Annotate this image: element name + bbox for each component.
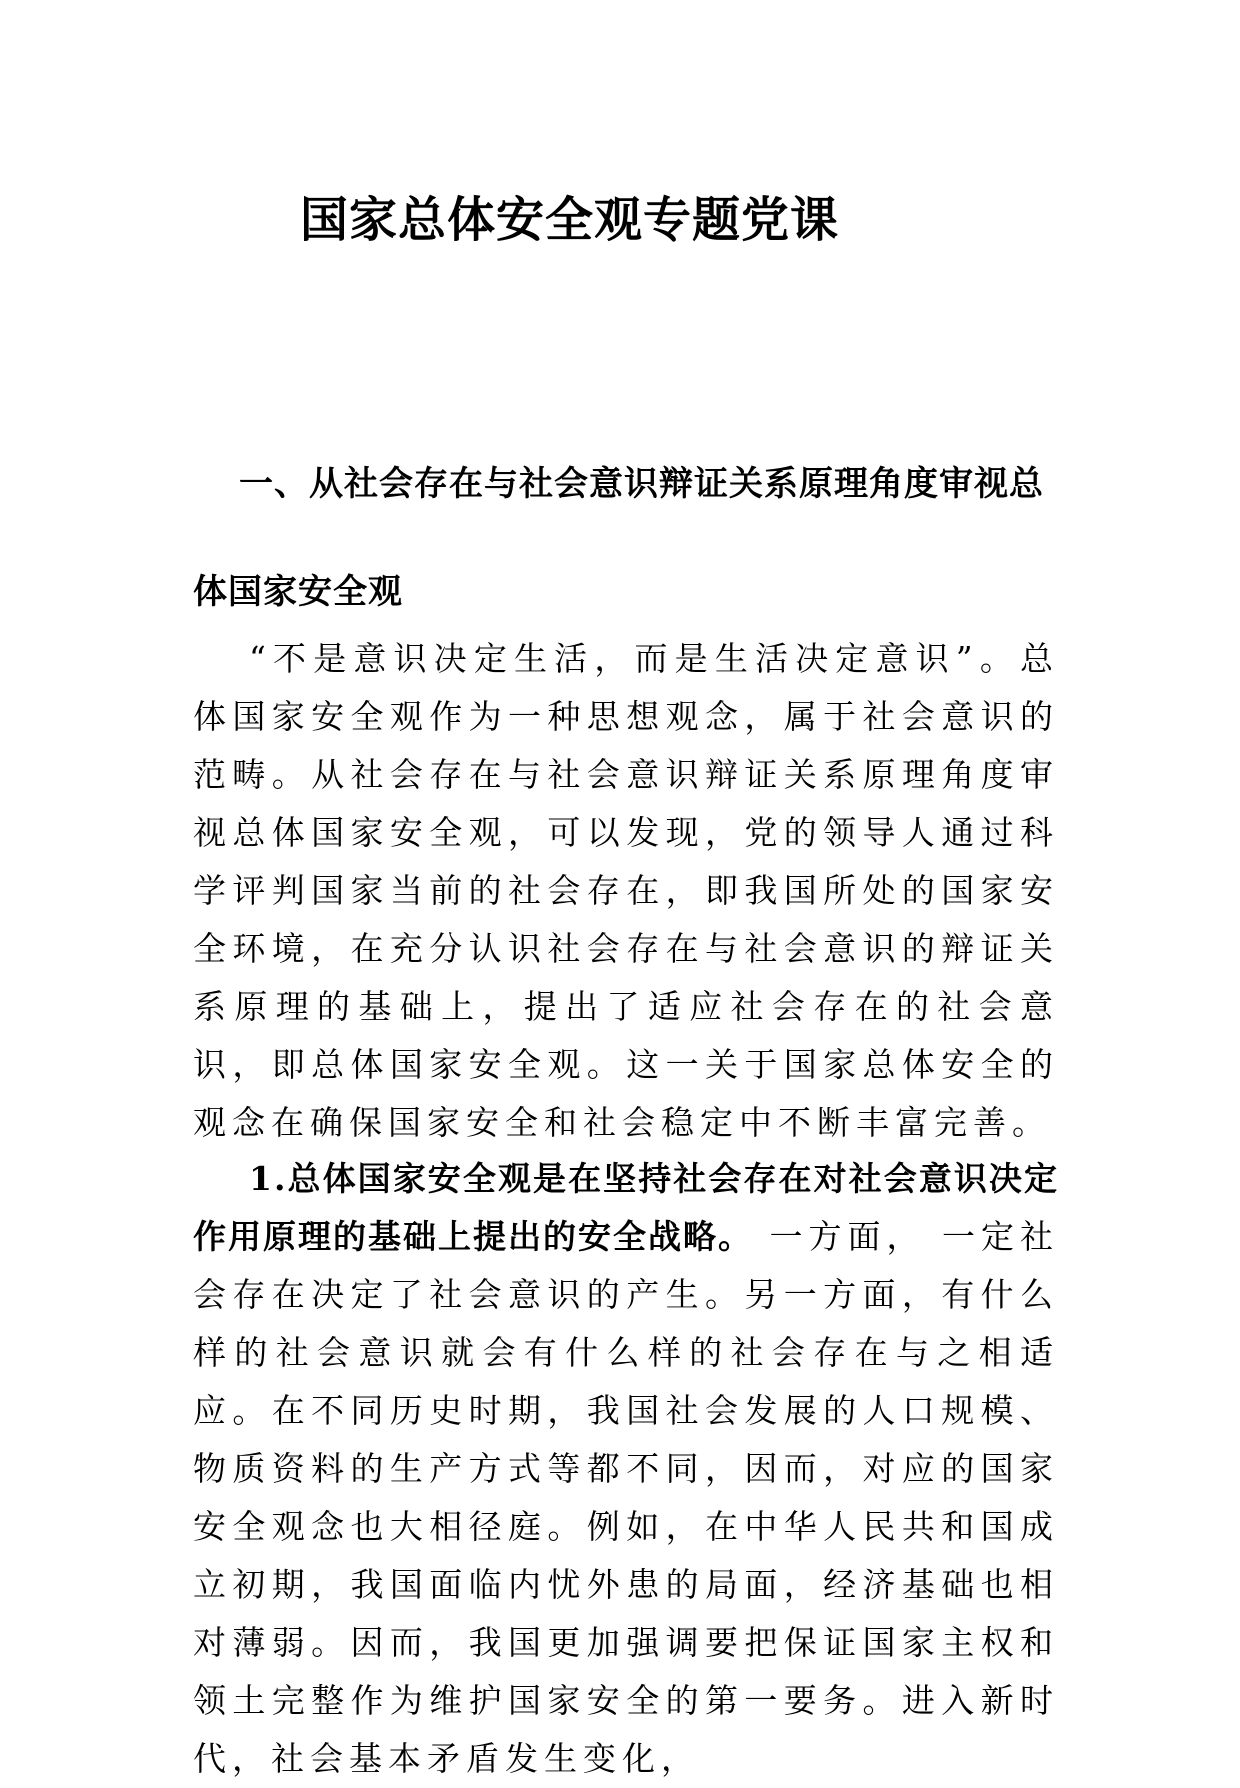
paragraph-1: “不是意识决定生活，而是生活决定意识”。总体国家安全观作为一种思想观念，属于社会意识的范畴。从社会存在与社会意识辩证关系原理角度审视总体国家安全观，可以发现，党的领导人通过科学评判国家当前的社会存在，即我国所处的国家安全环境，在充分认识社会存在与社会意识的辩证关系原理的基础上，提出了适应社会存在的社会意识，即总体国家安全观。这一关于国家总体安全的观念在确保国家安全和社会稳定中不断丰富完善。 (193, 639, 1059, 1142)
paragraph-2-body: 一方面， 一定社会存在决定了社会意识的产生。另一方面，有什么样的社会意识就会有什么样的社会存在与之相适应。在不同历史时期，我国社会发展的人口规模、物质资料的生产方式等都不同，因而，对应的国家安全观念也大相径庭。例如，在中华人民共和国成立初期，我国面临内忧外患的局面，经济基础也相对薄弱。因而，我国更加强调要把保证国家主权和领土完整作为维护国家安全的第一要务。进入新时代，社会基本矛盾发生变化， (193, 1217, 1060, 1778)
section-heading: 一、从社会存在与社会意识辩证关系原理角度审视总体国家安全观 (193, 464, 1044, 612)
paragraph-2 (193, 1150, 1059, 1788)
document-title: 国家总体安全观专题党课 (300, 192, 840, 248)
paragraph-2-lead: 1.总体国家安全观是在坚持社会存在对社会意识决定作用原理的基础上提出的安全战略。 (193, 1159, 1059, 1256)
